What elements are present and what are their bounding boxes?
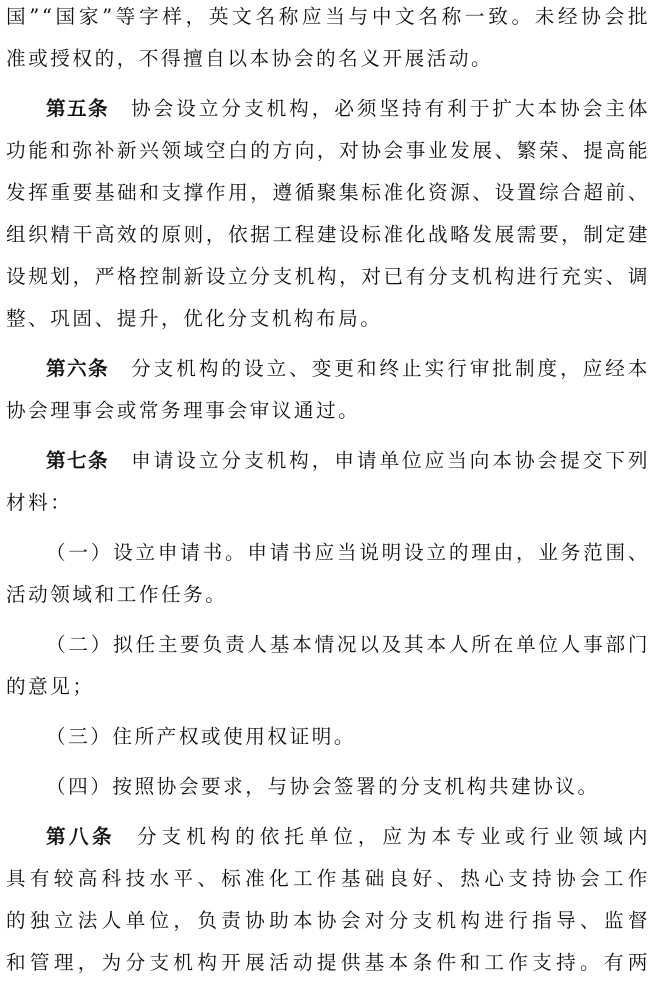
- text-line: 分支机构的设立、变更和终止实行审批制度，应经本: [131, 357, 650, 380]
- article-8-first-line: [46, 822, 650, 852]
- list-item-4: （四）按照协会要求，与协会签署的分支机构共建协议。: [46, 775, 600, 798]
- text-line: 国”“国家”等字样，英文名称应当与中文名称一致。未经协会批: [6, 5, 650, 28]
- article-heading: 第五条: [46, 97, 110, 120]
- article-5-first-line: [46, 94, 650, 124]
- text-line: 协会理事会或常务理事会审议通过。: [6, 399, 361, 422]
- article-heading: 第八条: [46, 825, 115, 848]
- text-line: 组织精干高效的原则，依据工程建设标准化战略发展需要，制定建: [6, 223, 650, 246]
- text-line: 的独立法人单位，负责协助本协会对分支机构进行指导、监督: [6, 909, 650, 932]
- list-item-2: （二）拟任主要负责人基本情况以及其本人所在单位人事部门: [46, 633, 650, 656]
- article-heading: 第七条: [46, 449, 110, 472]
- article-7-first-line: [46, 446, 650, 476]
- article-heading: 第六条: [46, 357, 110, 380]
- text-line: 准或授权的，不得擅自以本协会的名义开展活动。: [6, 47, 494, 70]
- text-line: 申请设立分支机构，申请单位应当向本协会提交下列: [131, 449, 650, 472]
- text-line: 设规划，严格控制新设立分支机构，对已有分支机构进行充实、调: [6, 265, 650, 288]
- text-line: 的意见；: [6, 675, 95, 698]
- text-line: 发挥重要基础和支撑作用，遵循聚集标准化资源、设置综合超前、: [6, 181, 650, 204]
- text-line: 材料：: [6, 491, 73, 514]
- text-line: 和管理，为分支机构开展活动提供基本条件和工作支持。有两: [6, 951, 650, 974]
- text-line: 功能和弥补新兴领域空白的方向，对协会事业发展、繁荣、提高能: [6, 139, 650, 162]
- text-line: 协会设立分支机构，必须坚持有利于扩大本协会主体: [131, 97, 650, 120]
- article-6-first-line: [46, 354, 650, 384]
- text-line: 具有较高科技水平、标准化工作基础良好、热心支持协会工作: [6, 867, 650, 890]
- list-item-1: （一）设立申请书。申请书应当说明设立的理由，业务范围、: [46, 541, 650, 564]
- text-line: 分支机构的依托单位，应为本专业或行业领域内: [136, 825, 650, 848]
- list-item-3: （三）住所产权或使用权证明。: [46, 725, 357, 748]
- text-line: 活动领域和工作任务。: [6, 583, 228, 606]
- text-line: 整、巩固、提升，优化分支机构布局。: [6, 307, 383, 330]
